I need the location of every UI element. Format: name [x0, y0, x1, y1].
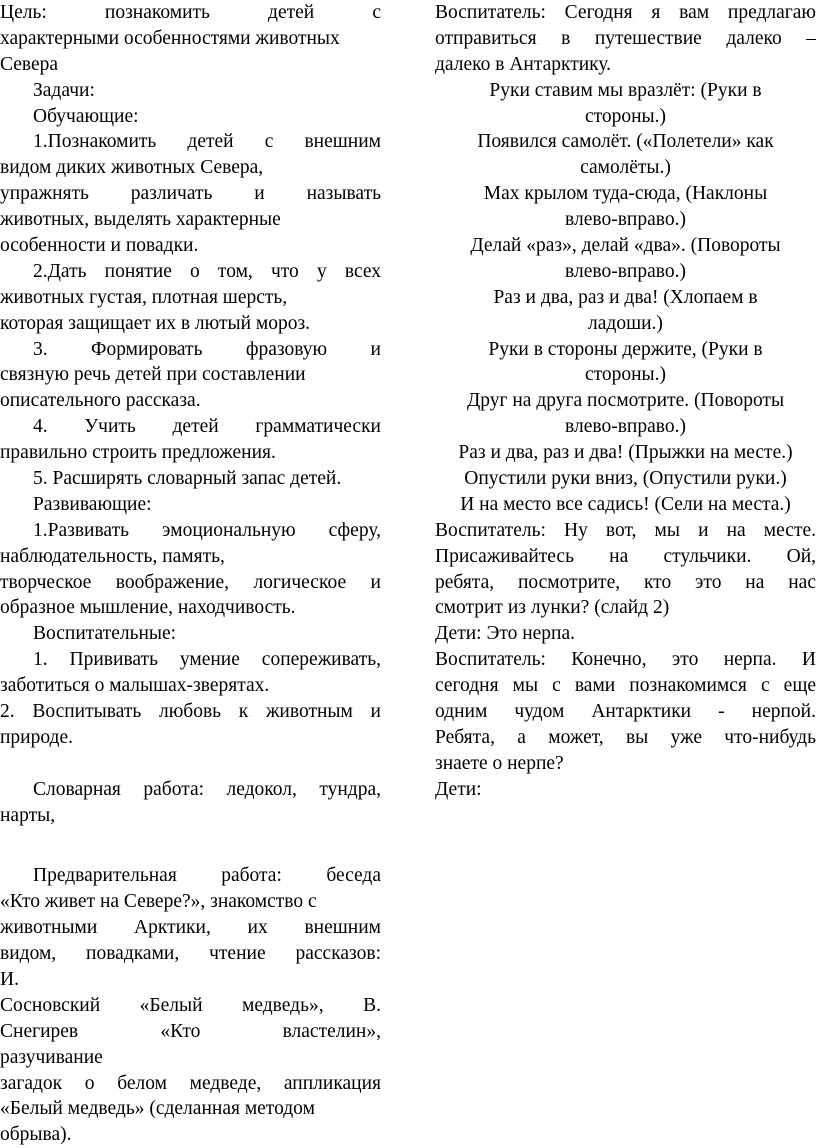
poem-line: самолёты.) [580, 157, 671, 179]
children-reply-2: Дети: [435, 778, 482, 800]
spacer [0, 854, 381, 863]
text-line: Ребята, а может, вы уже что-нибудь [435, 726, 816, 748]
goal-paragraph [0, 0, 381, 78]
children-reply-1: Дети: Это нерпа. [435, 623, 576, 645]
poem-line: ладоши.) [588, 312, 663, 334]
text-line: Севера [0, 53, 59, 75]
text-line: особенности и повадки. [0, 235, 199, 257]
text-line: творческое воображение, логическое и [0, 571, 381, 593]
learning-heading: Обучающие: [33, 105, 139, 127]
text-line: животных густая, плотная шерсть, [0, 286, 288, 308]
poem-line: стороны.) [584, 364, 667, 386]
text-line: 2. Воспитывать любовь к животным и [0, 701, 381, 723]
poem-line: Мах крылом туда-сюда, (Наклоны [483, 183, 768, 205]
vocabulary-paragraph [0, 777, 381, 829]
text-line: отправиться в путешествие далеко – [435, 27, 816, 49]
developing-item-1 [0, 518, 381, 622]
learning-item-2 [0, 259, 381, 337]
text-line: разучивание [0, 1046, 103, 1068]
text-line: заботиться о малышах-зверятах. [0, 675, 270, 697]
text-line: образное мышление, находчивость. [0, 597, 296, 619]
text-line: «Белый медведь» (сделанная методом [0, 1098, 315, 1120]
poem-line: влево-вправо.) [565, 416, 686, 438]
text-line: характерными особенностями животных [0, 27, 340, 49]
text-line: обрыва). [0, 1124, 72, 1146]
poem-line: стороны.) [584, 105, 667, 127]
text-line: упражнять различать и называть [0, 183, 381, 205]
text-line: И. [0, 968, 19, 990]
poem-line: Друг на друга посмотрите. (Повороты [466, 390, 785, 412]
text-line: Воспитатель: Ну вот, мы и на месте. [435, 519, 816, 541]
text-line: Сосновский «Белый медведь», В. [0, 994, 381, 1016]
upbringing-item-2 [0, 699, 381, 751]
text-line: 3. Формировать фразовую и [33, 338, 381, 360]
poem-line: Опустили руки вниз, (Опустили руки.) [464, 468, 787, 490]
poem-line: влево-вправо.) [565, 260, 686, 282]
text-line: видом, повадками, чтение рассказов: [0, 943, 381, 965]
text-line: 4. Учить детей грамматически [33, 416, 381, 438]
teacher-paragraph-1 [435, 518, 816, 622]
intro-paragraph [435, 0, 816, 78]
text-line: описательного рассказа. [0, 390, 201, 412]
text-line: сегодня мы с вами познакомимся с еще [435, 675, 816, 697]
text-line: видом диких животных Севера, [0, 157, 264, 179]
upbringing-heading: Воспитательные: [33, 623, 177, 645]
text-line: далеко в Антарктику. [435, 53, 612, 75]
preliminary-paragraph [0, 863, 381, 1148]
text-line: Воспитатель: Конечно, это нерпа. И [435, 649, 816, 671]
left-column [0, 0, 381, 1148]
text-line: Присаживайтесь на стульчики. Ой, [435, 545, 816, 567]
text-line: Снегирев «Кто властелин», [0, 1020, 381, 1042]
tasks-heading: Задачи: [33, 79, 95, 101]
text-line: 1.Познакомить детей с внешним [33, 131, 381, 153]
text-line: Цель: познакомить детей с [0, 2, 381, 23]
teacher-paragraph-2 [435, 647, 816, 776]
poem-line: Делай «раз», делай «два». (Повороты [470, 235, 781, 257]
text-line: одним чудом Антарктики - нерпой. [435, 701, 816, 723]
learning-item-3 [0, 337, 381, 415]
poem-line: Раз и два, раз и два! (Хлопаем в [493, 286, 758, 308]
exercise-poem [435, 78, 816, 518]
text-line: «Кто живет на Севере?», знакомство с [0, 891, 317, 913]
text-line: знаете о нерпе? [435, 752, 564, 774]
poem-line: влево-вправо.) [565, 209, 686, 231]
upbringing-item-1 [0, 647, 381, 699]
poem-line: Руки ставим мы вразлёт: (Руки в [489, 79, 762, 101]
text-line: Словарная работа: ледокол, тундра, [33, 778, 381, 800]
blank-line [0, 829, 381, 855]
text-line: правильно строить предложения. [0, 442, 276, 464]
text-line: природе. [0, 726, 74, 748]
text-line: смотрит из лунки? (слайд 2) [435, 597, 670, 619]
text-line: 1.Развивать эмоциональную сферу, [33, 519, 381, 541]
text-line: ребята, посмотрите, кто это на нас [435, 571, 816, 593]
text-line: 2.Дать понятие о том, что у всех [33, 260, 381, 282]
text-line: 1. Прививать умение сопереживать, [33, 649, 381, 671]
text-line: Предварительная работа: беседа [33, 865, 381, 887]
text-line: связную речь детей при составлении [0, 364, 306, 386]
text-line: Воспитатель: Сегодня я вам предлагаю [435, 2, 816, 23]
text-line: наблюдательность, память, [0, 545, 225, 567]
poem-line: Руки в стороны держите, (Руки в [488, 338, 763, 360]
text-line: загадок о белом медведе, аппликация [0, 1072, 381, 1094]
learning-item-4 [0, 414, 381, 466]
right-column [435, 0, 816, 803]
poem-line: И на место все садись! (Сели на места.) [460, 493, 791, 515]
learning-item-5: 5. Расширять словарный запас детей. [33, 468, 342, 490]
poem-line: Раз и два, раз и два! (Прыжки на месте.) [458, 442, 793, 464]
text-line: нарты, [0, 804, 56, 826]
developing-heading: Развивающие: [33, 493, 152, 515]
blank-line [0, 751, 381, 777]
poem-line: Появился самолёт. («Полетели» как [477, 131, 774, 153]
text-line: животных, выделять характерные [0, 209, 281, 231]
text-line: животными Арктики, их внешним [0, 917, 381, 939]
text-line: которая защищает их в лютый мороз. [0, 312, 311, 334]
learning-item-1 [0, 129, 381, 258]
